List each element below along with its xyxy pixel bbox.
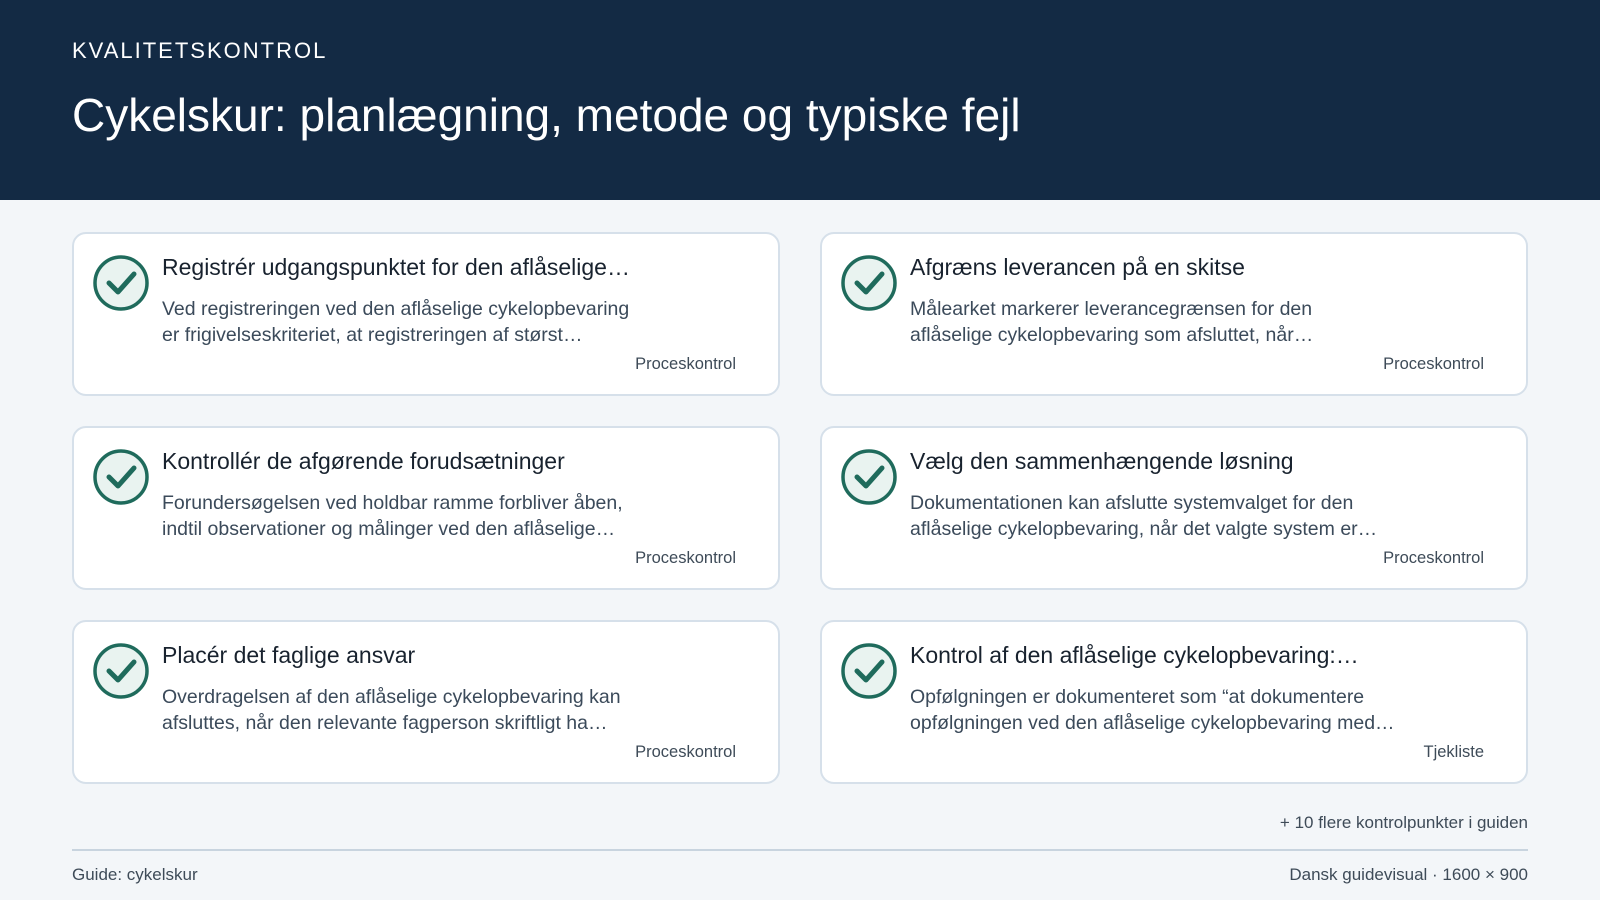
checkpoint-card[interactable] bbox=[72, 232, 780, 396]
card-category-tag: Proceskontrol bbox=[1383, 549, 1484, 567]
card-description bbox=[162, 490, 752, 542]
card-category-tag: Proceskontrol bbox=[635, 355, 736, 373]
card-description-line: Målearket markerer leverancegrænsen for den bbox=[910, 298, 1313, 320]
checkpoint-card[interactable] bbox=[72, 426, 780, 590]
card-description-line: Dokumentationen kan afslutte systemvalget for den bbox=[910, 492, 1354, 514]
card-description-line: er frigivelseskriteriet, at registreringen af størst… bbox=[162, 324, 583, 346]
checkpoint-grid bbox=[72, 232, 1528, 784]
card-description-line: Opfølgningen er dokumenteret som “at dokumentere bbox=[910, 686, 1365, 708]
page-title: Cykelskur: planlægning, metode og typiske fejl bbox=[72, 89, 1021, 141]
card-description-line: aflåselige cykelopbevaring, når det valgte system er… bbox=[910, 518, 1378, 540]
card-category-tag: Tjekliste bbox=[1423, 743, 1484, 761]
card-title: Placér det faglige ansvar bbox=[162, 642, 416, 668]
card-title: Kontrol af den aflåselige cykelopbevaring:… bbox=[910, 642, 1359, 668]
checkpoint-card[interactable] bbox=[820, 620, 1528, 784]
footer-divider bbox=[72, 849, 1528, 851]
card-description-line: Ved registreringen ved den aflåselige cykelopbevaring bbox=[162, 298, 630, 320]
check-circle-icon bbox=[840, 448, 898, 506]
card-description-line: aflåselige cykelopbevaring som afsluttet, når… bbox=[910, 324, 1314, 346]
card-description-line: Overdragelsen af den aflåselige cykelopbevaring kan bbox=[162, 686, 621, 708]
card-description-line: afsluttes, når den relevante fagperson skriftligt ha… bbox=[162, 712, 608, 734]
footer-guide-label: Guide: cykelskur bbox=[72, 865, 198, 884]
check-circle-icon bbox=[840, 254, 898, 312]
more-checkpoints-link[interactable]: + 10 flere kontrolpunkter i guiden bbox=[1279, 813, 1528, 832]
card-title: Registrér udgangspunktet for den aflåselige… bbox=[162, 254, 630, 280]
check-circle-icon bbox=[92, 642, 150, 700]
card-description-line: indtil observationer og målinger ved den aflåselige… bbox=[162, 518, 616, 540]
checkpoint-card[interactable] bbox=[72, 620, 780, 784]
card-description bbox=[910, 490, 1500, 542]
card-description bbox=[910, 296, 1500, 348]
card-description bbox=[162, 296, 752, 348]
card-category-tag: Proceskontrol bbox=[635, 549, 736, 567]
card-title: Vælg den sammenhængende løsning bbox=[910, 448, 1294, 474]
card-description bbox=[162, 684, 752, 736]
card-description-line: opfølgningen ved den aflåselige cykelopbevaring med… bbox=[910, 712, 1395, 734]
checkpoint-card[interactable] bbox=[820, 232, 1528, 396]
card-description-line: Forundersøgelsen ved holdbar ramme forbliver åben, bbox=[162, 492, 623, 514]
card-category-tag: Proceskontrol bbox=[1383, 355, 1484, 373]
eyebrow-label: KVALITETSKONTROL bbox=[72, 38, 328, 63]
card-title: Afgræns leverancen på en skitse bbox=[910, 254, 1245, 280]
card-title: Kontrollér de afgørende forudsætninger bbox=[162, 448, 565, 474]
card-description bbox=[910, 684, 1500, 736]
card-category-tag: Proceskontrol bbox=[635, 743, 736, 761]
check-circle-icon bbox=[92, 448, 150, 506]
check-circle-icon bbox=[92, 254, 150, 312]
footer-source-label: Dansk guidevisual · 1600 × 900 bbox=[1289, 865, 1528, 884]
check-circle-icon bbox=[840, 642, 898, 700]
checkpoint-card[interactable] bbox=[820, 426, 1528, 590]
header-banner bbox=[0, 0, 1600, 200]
